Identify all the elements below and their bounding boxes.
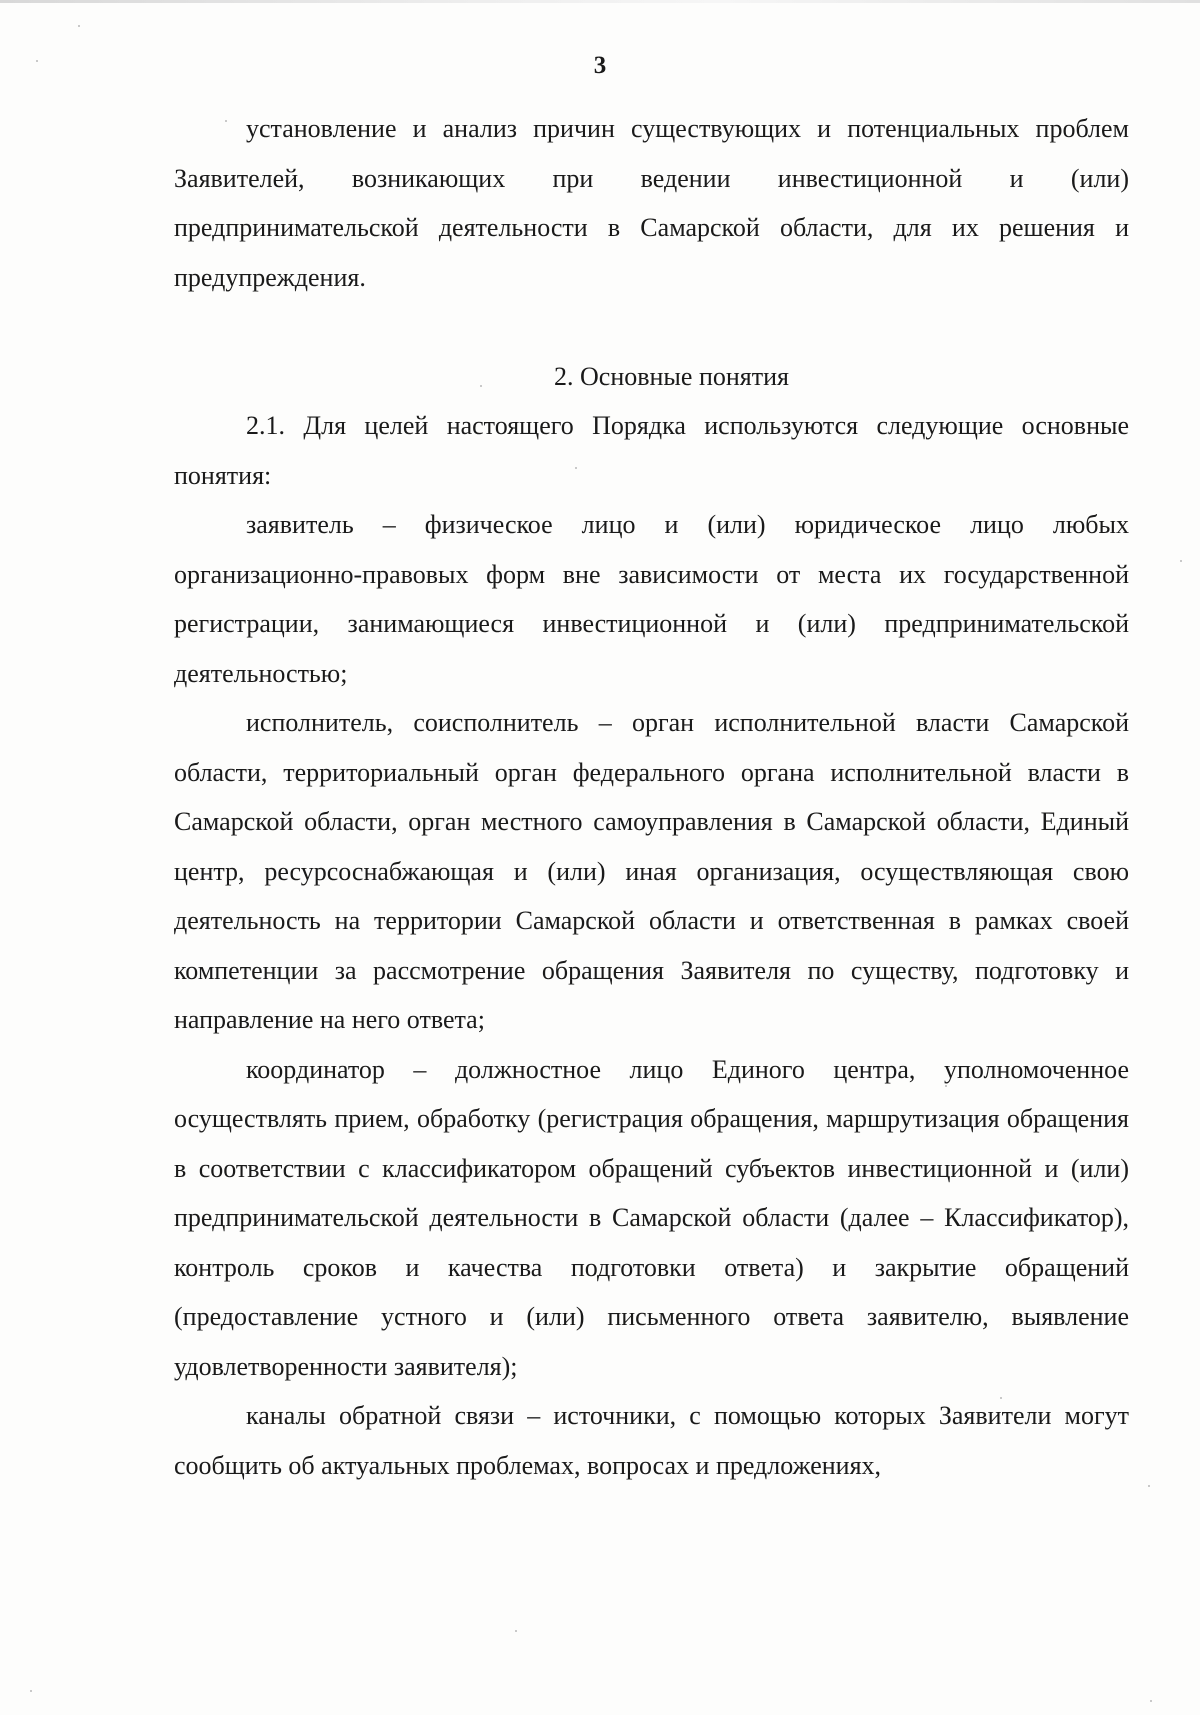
scan-speck	[30, 1690, 32, 1692]
section-heading: 2. Основные понятия	[554, 361, 789, 391]
scan-speck	[1180, 560, 1182, 562]
document-body	[174, 104, 1129, 1490]
scan-top-edge	[0, 0, 1200, 3]
definition-paragraph: координатор – должностное лицо Единого центра, уполномоченное осуществлять прием, обработку (регистрация обращения, маршрутизация обращения в соответствии с классификатором обращений субъектов инвестиционной и (или) предпринимательской деятельности в Самарской области (далее – Классификатор), контроль сроков и качества подготовки ответа) и закрытие обращений (предоставление устного и (или) письменного ответа заявителю, выявление удовлетворенности заявителя);	[174, 1054, 1129, 1381]
scan-speck	[1148, 1485, 1150, 1487]
scan-speck	[1150, 1700, 1152, 1702]
paragraph: установление и анализ причин существующих и потенциальных проблем Заявителей, возникающих при ведении инвестиционной и (или) предпринимательской деятельности в Самарской области, для их решения и предупреждения.	[174, 114, 1129, 292]
definition-paragraph: каналы обратной связи – источники, с помощью которых Заявители могут сообщить об актуальных проблемах, вопросах и предложениях,	[174, 1401, 1129, 1480]
scan-speck	[78, 25, 80, 27]
scan-speck	[515, 1630, 517, 1632]
definition-paragraph: исполнитель, соисполнитель – орган исполнительной власти Самарской области, территориальный орган федерального органа исполнительной власти в Самарской области, орган местного самоуправления в Самарской области, Единый центр, ресурсоснабжающая и (или) иная организация, осуществляющая свою деятельность на территории Самарской области и ответственная в рамках своей компетенции за рассмотрение обращения Заявителя по существу, подготовку и направление на него ответа;	[174, 708, 1129, 1034]
paragraph: 2.1. Для целей настоящего Порядка используются следующие основные понятия:	[174, 411, 1129, 490]
definition-paragraph: заявитель – физическое лицо и (или) юридическое лицо любых организационно-правовых форм вне зависимости от места их государственной регистрации, занимающиеся инвестиционной и (или) предпринимательской деятельностью;	[174, 510, 1129, 688]
page-number: 3	[593, 52, 607, 79]
